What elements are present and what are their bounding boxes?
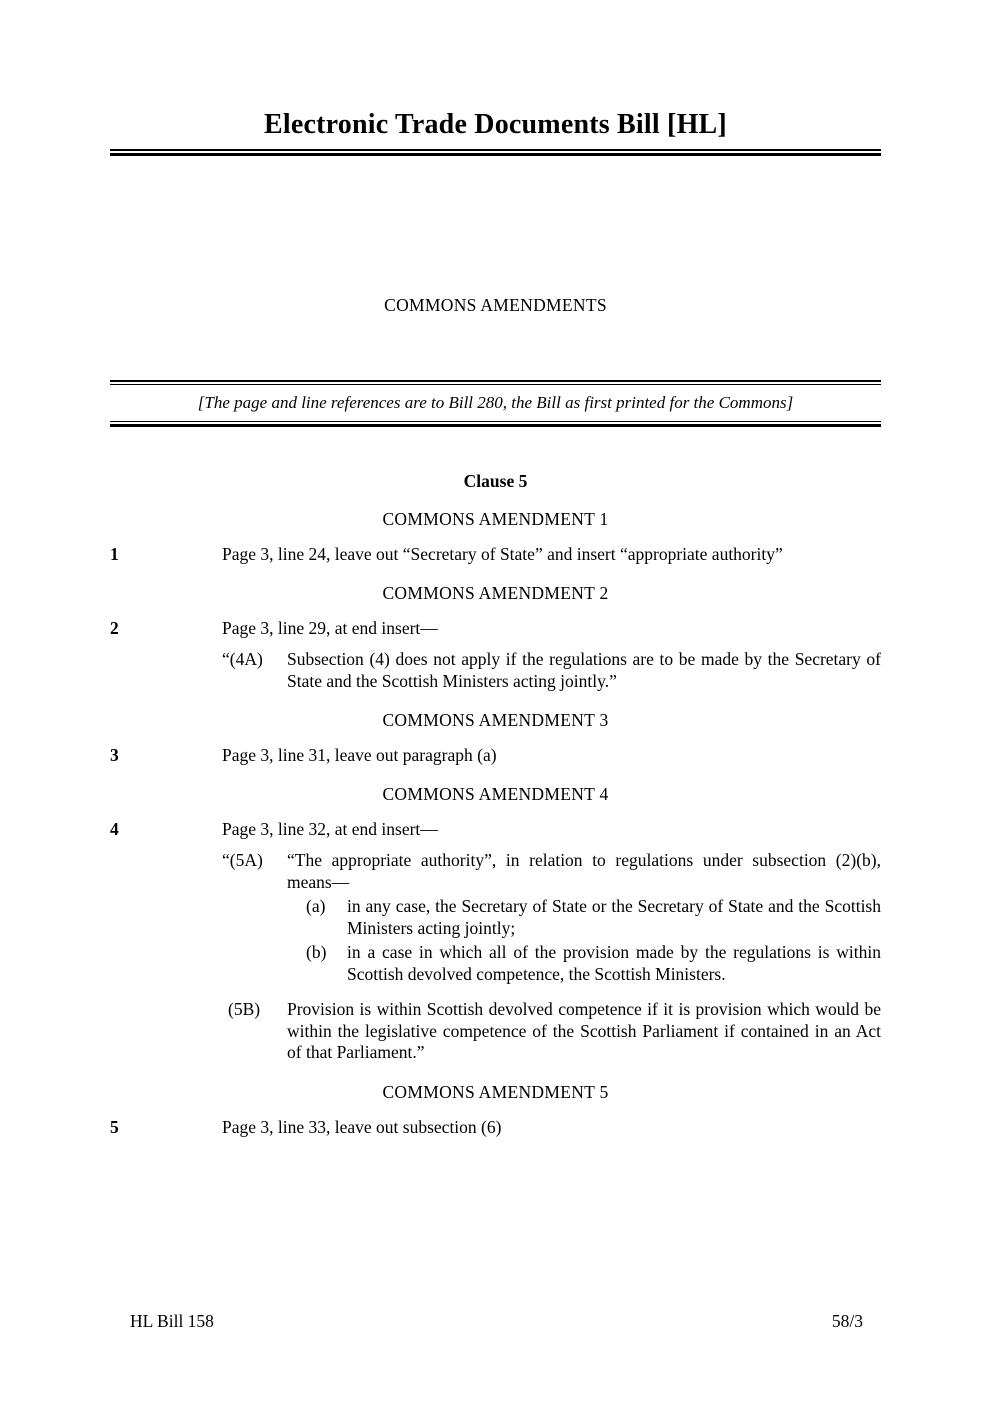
- amendment-5-number: 5: [110, 1116, 119, 1137]
- amendment-5-instruction: Page 3, line 33, leave out subsection (6): [222, 1116, 502, 1137]
- amendment-4-instruction: Page 3, line 32, at end insert—: [222, 819, 438, 839]
- amendment-3-instruction: Page 3, line 31, leave out paragraph (a): [222, 745, 497, 765]
- amendment-2-row: [110, 618, 881, 639]
- clause-heading: Clause 5: [463, 471, 528, 491]
- inserted-subsection-5A: [222, 850, 881, 985]
- commons-amendments-heading: COMMONS AMENDMENTS: [384, 295, 607, 315]
- amendment-1-row: [110, 544, 881, 565]
- amendment-2: [110, 584, 881, 692]
- paragraph-b-text: in a case in which all of the provision made by the regulations is within Scottish devolved competence, the Scottish Ministers.: [347, 942, 881, 984]
- subsection-5A-text: “The appropriate authority”, in relation to regulations under subsection (2)(b), means—: [287, 850, 881, 892]
- page-footer: [130, 1311, 863, 1332]
- amendment-5-row: [110, 1117, 881, 1138]
- amendment-2-instruction: Page 3, line 29, at end insert—: [222, 618, 438, 638]
- subsection-4A-label: “(4A): [222, 649, 263, 669]
- amendment-2-heading: COMMONS AMENDMENT 2: [382, 583, 609, 603]
- paragraph-a-text: in any case, the Secretary of State or the Secretary of State and the Scottish Ministers acting jointly;: [347, 896, 881, 938]
- reference-note: [The page and line references are to Bill 280, the Bill as first printed for the Commons]: [197, 393, 794, 412]
- amendment-1-heading: COMMONS AMENDMENT 1: [382, 509, 609, 529]
- paragraph-b-label: (b): [306, 942, 327, 962]
- subsection-5A-label: “(5A): [222, 850, 263, 870]
- amendment-1-number: 1: [110, 544, 119, 564]
- print-reference: 58/3: [831, 1311, 863, 1331]
- bill-number: HL Bill 158: [130, 1311, 214, 1331]
- amendment-1-instruction: Page 3, line 24, leave out “Secretary of State” and insert “appropriate authority”: [222, 544, 783, 564]
- amendment-4-heading: COMMONS AMENDMENT 4: [382, 784, 609, 804]
- amendment-1: [110, 510, 881, 565]
- inserted-subsection-5B: [222, 999, 881, 1064]
- amendment-4: [110, 785, 881, 1064]
- page-title: Electronic Trade Documents Bill [HL]: [264, 109, 727, 140]
- amendment-4-number: 4: [110, 819, 119, 839]
- amendment-3: [110, 711, 881, 766]
- subsection-5B-body: [287, 999, 881, 1064]
- subsection-4A-body: [287, 649, 881, 692]
- amendment-2-number: 2: [110, 618, 119, 638]
- amendment-3-heading: COMMONS AMENDMENT 3: [382, 710, 609, 730]
- paragraph-a-label: (a): [306, 896, 326, 916]
- amendment-3-row: [110, 745, 881, 766]
- amendment-4-row: [110, 819, 881, 840]
- amendment-5-heading: COMMONS AMENDMENT 5: [382, 1081, 609, 1102]
- subsection-5B-text: Provision is within Scottish devolved competence if it is provision which would be within the legislative competence of the Scottish Parliament if contained in an Act of that Parliament.”: [287, 999, 881, 1062]
- amendment-3-number: 3: [110, 745, 119, 765]
- subsection-5B-label: (5B): [228, 999, 261, 1019]
- subsection-5A-body: [287, 850, 881, 985]
- amendment-5: [110, 1083, 881, 1138]
- title-rule: [110, 149, 881, 156]
- reference-note-box: [110, 380, 881, 427]
- document-body: [0, 296, 991, 1138]
- subsection-4A-text: Subsection (4) does not apply if the regulations are to be made by the Secretary of State and the Scottish Ministers acting jointly.”: [287, 649, 881, 691]
- reference-box-bottom-rule: [110, 421, 881, 427]
- paragraph-b: [287, 942, 881, 985]
- inserted-subsection-4A: [222, 649, 881, 692]
- paragraph-a: [287, 896, 881, 939]
